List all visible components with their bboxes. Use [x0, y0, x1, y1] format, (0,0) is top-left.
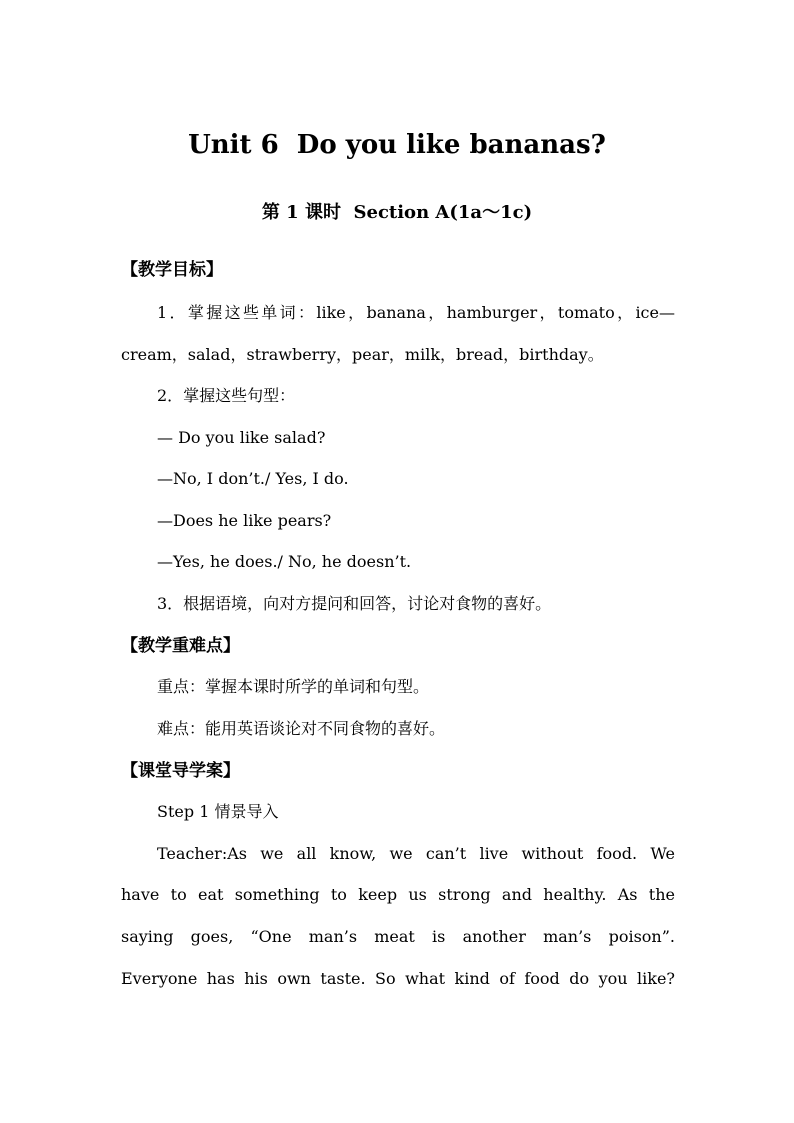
key-point-difficulty: 难点：能用英语谈论对不同食物的喜好。	[157, 719, 446, 738]
section-heading-guide: 【课堂导学案】	[121, 761, 240, 781]
section-heading-objectives: 【教学目标】	[121, 260, 223, 280]
dialog-line-2: —No, I don’t./ Yes, I do.	[157, 469, 349, 488]
objective-1-line-1: 1．掌握这些单词：like，banana，hamburger，tomato，ice—	[157, 303, 675, 322]
paragraph-line-1: Teacher:As we all know, we can’t live without food. We	[157, 844, 675, 863]
objective-2: 2．掌握这些句型：	[157, 386, 296, 405]
section-heading-key-points: 【教学重难点】	[121, 636, 240, 656]
lesson-subtitle: 第 1 课时 Section A(1a～1c)	[261, 202, 533, 223]
objective-1-line-2: cream，salad，strawberry，pear，milk，bread，birthday。	[121, 345, 604, 364]
paragraph-line-4: Everyone has his own taste. So what kind of food do you like?	[121, 969, 675, 988]
dialog-line-4: —Yes, he does./ No, he doesn’t.	[157, 552, 412, 571]
dialog-line-3: —Does he like pears?	[157, 511, 332, 530]
objective-3: 3．根据语境，向对方提问和回答，讨论对食物的喜好。	[157, 594, 552, 613]
paragraph-line-2: have to eat something to keep us strong and healthy. As the	[121, 885, 675, 904]
document-title: Unit 6 Do you like bananas?	[188, 130, 606, 160]
dialog-line-1: — Do you like salad?	[157, 428, 326, 447]
step-1-heading: Step 1 情景导入	[157, 802, 279, 821]
key-point-focus: 重点：掌握本课时所学的单词和句型。	[157, 677, 430, 696]
paragraph-line-3: saying goes, “One man’s meat is another man’s poison”.	[121, 927, 675, 946]
